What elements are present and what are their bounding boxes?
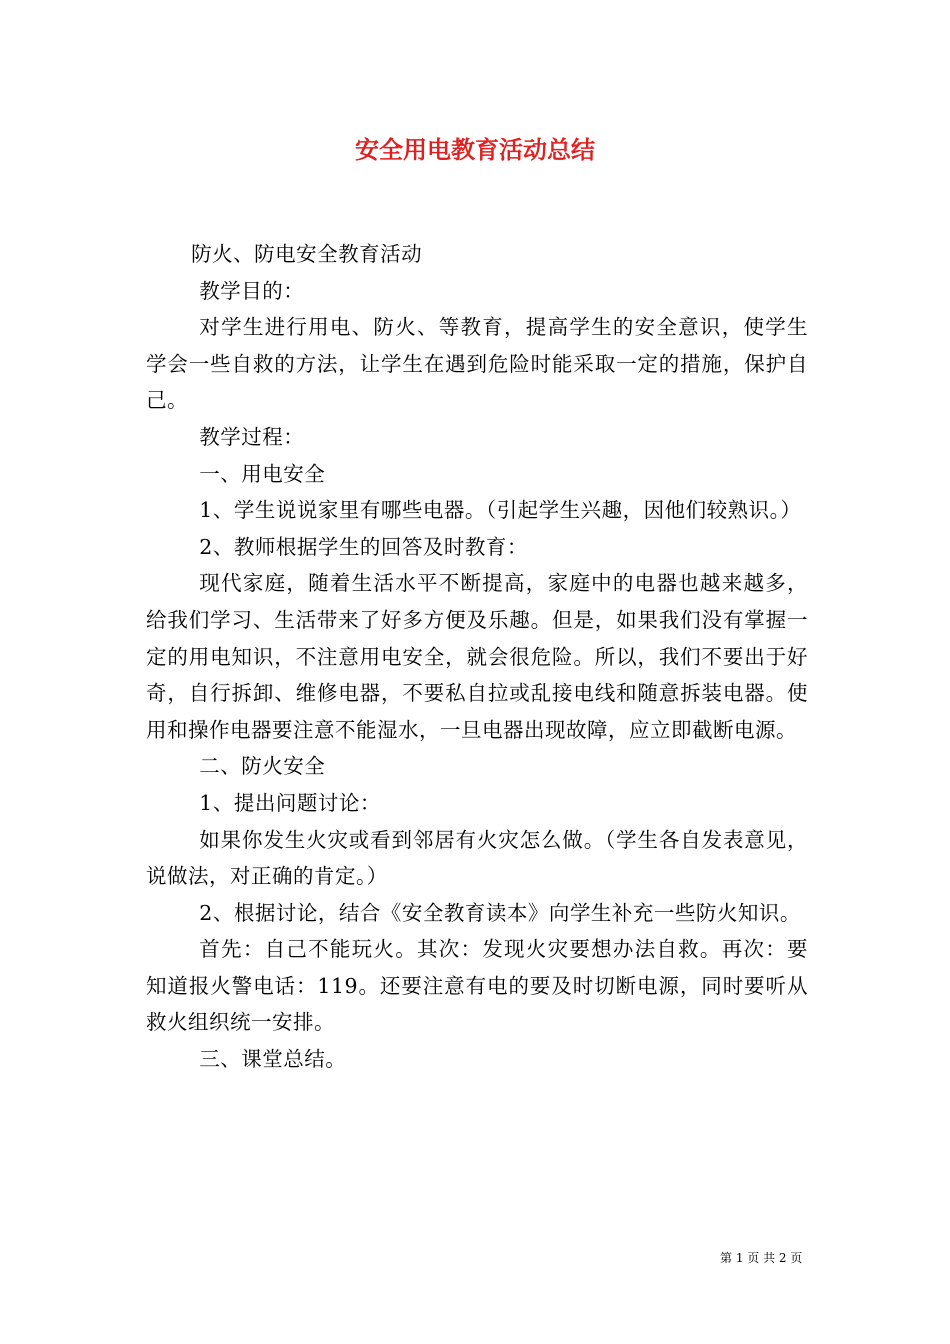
paragraph-objective-label: 教学目的： [199, 278, 305, 303]
page-number: 第 1 页 共 2 页 [720, 1251, 803, 1265]
paragraph-fire-rules: 首先：自己不能玩火。其次：发现火灾要想办法自救。再次：要知道报火警电话：119。还要注意有电的要及时切断电源，同时要听从救火组织统一安排。 [146, 937, 808, 1035]
paragraph-fire-discussion: 如果你发生火灾或看到邻居有火灾怎么做。（学生各自发表意见，说做法，对正确的肯定。） [146, 827, 808, 889]
paragraph-step-1: 1、学生说说家里有哪些电器。（引起学生兴趣，因他们较熟识。） [199, 498, 802, 523]
paragraph-fire-step-1: 1、提出问题讨论： [199, 790, 381, 815]
section-heading-electric: 一、用电安全 [199, 461, 326, 486]
paragraph-fire-step-2: 2、根据讨论，结合《安全教育读本》向学生补充一些防火知识。 [199, 900, 801, 925]
paragraph-process-label: 教学过程： [199, 424, 305, 449]
document-title: 安全用电教育活动总结 [355, 136, 595, 164]
paragraph-electric-safety-text: 现代家庭，随着生活水平不断提高，家庭中的电器也越来越多，给我们学习、生活带来了好多方便及乐趣。但是，如果我们没有掌握一定的用电知识，不注意用电安全，就会很危险。所以，我们不要出于好奇，自行拆卸、维修电器，不要私自拉或乱接电线和随意拆装电器。使用和操作电器要注意不能湿水，一旦电器出现故障，应立即截断电源。 [146, 571, 808, 742]
paragraph-objective-text: 对学生进行用电、防火、等教育，提高学生的安全意识，使学生学会一些自救的方法，让学生在遇到危险时能采取一定的措施，保护自己。 [146, 315, 808, 413]
section-heading-fire: 二、防火安全 [199, 754, 326, 779]
paragraph-step-2: 2、教师根据学生的回答及时教育： [199, 534, 528, 559]
document-body [146, 236, 808, 1078]
paragraph-intro-heading: 防火、防电安全教育活动 [191, 242, 423, 266]
section-heading-summary: 三、课堂总结。 [199, 1047, 347, 1072]
